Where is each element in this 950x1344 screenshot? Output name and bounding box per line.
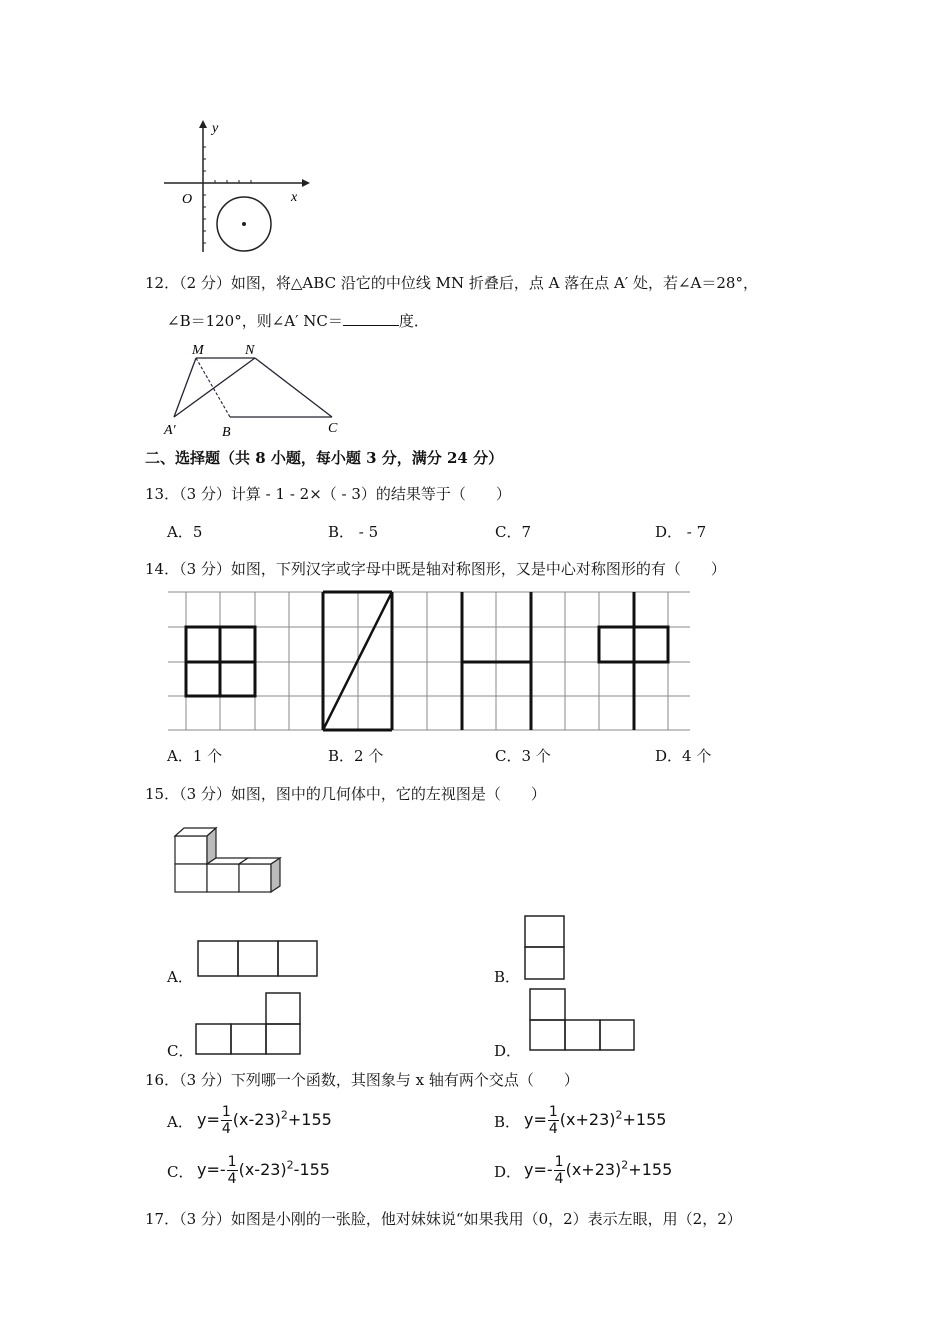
numerator: 1 <box>227 1154 237 1170</box>
formula-tail: +155 <box>628 1160 673 1179</box>
denominator: 4 <box>227 1171 237 1187</box>
q12-line2-pre: ∠B＝120°，则∠A′ NC＝ <box>167 312 343 330</box>
q12-stem-line2 <box>167 311 429 331</box>
q16-option-c-label[interactable]: C． <box>167 1163 194 1181</box>
fraction <box>548 1104 559 1137</box>
formula-body: (x+23) <box>565 1160 622 1179</box>
q14-stem: 14．（3 分）如图，下列汉字或字母中既是轴对称图形，又是中心对称图形的有（ ） <box>145 560 726 578</box>
q15-stem: 15．（3 分）如图，图中的几何体中，它的左视图是（ ） <box>145 785 546 803</box>
formula-tail: -155 <box>293 1160 330 1179</box>
denominator: 4 <box>221 1121 231 1137</box>
exponent: 2 <box>286 1158 294 1172</box>
formula-body: (x-23) <box>238 1160 287 1179</box>
q15-option-c-figure[interactable] <box>195 992 303 1056</box>
q15-option-b[interactable]: B． <box>494 968 521 986</box>
q16-option-b-formula[interactable] <box>524 1104 666 1137</box>
x-axis-label: x <box>291 190 298 205</box>
q14-option-c[interactable]: C．3 个 <box>495 747 551 765</box>
formula-lhs: y=- <box>524 1160 553 1179</box>
fraction <box>554 1154 565 1187</box>
formula-lhs: y= <box>524 1110 547 1129</box>
label-N: N <box>245 343 255 358</box>
q11-coordinate-figure <box>160 118 310 258</box>
q12-stem-line1: 12．（2 分）如图，将△ABC 沿它的中位线 MN 折叠后，点 A 落在点 A′ 处，若∠A＝28°， <box>145 274 758 292</box>
numerator: 1 <box>221 1104 231 1120</box>
q15-option-d[interactable]: D． <box>494 1042 522 1060</box>
q16-option-a-formula[interactable] <box>197 1104 332 1137</box>
label-C: C <box>328 421 338 436</box>
q15-option-c[interactable]: C． <box>167 1042 194 1060</box>
q15-option-d-figure[interactable] <box>529 988 637 1052</box>
exponent: 2 <box>280 1108 288 1122</box>
q16-option-a-label[interactable]: A． <box>167 1113 193 1131</box>
q13-option-b[interactable]: B． - 5 <box>328 523 379 541</box>
q12-answer-blank <box>343 311 399 326</box>
formula-body: (x+23) <box>559 1110 616 1129</box>
section-heading: 二、选择题（共 8 小题，每小题 3 分，满分 24 分） <box>145 449 504 467</box>
q16-option-d-label[interactable]: D． <box>494 1163 522 1181</box>
fraction <box>221 1104 232 1137</box>
q13-option-a[interactable]: A．5 <box>167 523 203 541</box>
exponent: 2 <box>615 1108 623 1122</box>
q12-line2-post: 度． <box>398 312 429 330</box>
label-A-prime: A′ <box>164 423 176 438</box>
formula-lhs: y= <box>197 1110 220 1129</box>
formula-tail: +155 <box>287 1110 332 1129</box>
origin-label: O <box>182 192 193 207</box>
q13-option-d[interactable]: D． - 7 <box>655 523 707 541</box>
q13-option-c[interactable]: C．7 <box>495 523 532 541</box>
q14-option-a[interactable]: A．1 个 <box>167 747 223 765</box>
q15-option-a-figure[interactable] <box>197 940 319 978</box>
fraction <box>227 1154 238 1187</box>
denominator: 4 <box>554 1171 564 1187</box>
q15-solid-figure <box>170 826 290 896</box>
numerator: 1 <box>554 1154 564 1170</box>
q15-option-b-figure[interactable] <box>524 915 566 981</box>
denominator: 4 <box>548 1121 558 1137</box>
q13-stem: 13．（3 分）计算 - 1 - 2×（ - 3）的结果等于（ ） <box>145 485 511 503</box>
q16-option-b-label[interactable]: B． <box>494 1113 521 1131</box>
label-M: M <box>192 343 204 358</box>
formula-body: (x-23) <box>232 1110 281 1129</box>
q16-stem: 16．（3 分）下列哪一个函数，其图象与 x 轴有两个交点（ ） <box>145 1071 579 1089</box>
q12-triangle-figure <box>160 338 350 438</box>
label-B: B <box>222 425 231 440</box>
numerator: 1 <box>548 1104 558 1120</box>
q17-stem: 17．（3 分）如图是小刚的一张脸，他对妹妹说“如果我用（0，2）表示左眼，用（2，2） <box>145 1210 742 1228</box>
exponent: 2 <box>621 1158 629 1172</box>
q16-option-d-formula[interactable] <box>524 1154 672 1187</box>
formula-lhs: y=- <box>197 1160 226 1179</box>
q15-option-a[interactable]: A． <box>167 968 193 986</box>
y-axis-label: y <box>212 121 219 136</box>
q14-grid-figure <box>168 590 690 732</box>
formula-tail: +155 <box>622 1110 667 1129</box>
q14-option-b[interactable]: B．2 个 <box>328 747 384 765</box>
q16-option-c-formula[interactable] <box>197 1154 330 1187</box>
q14-option-d[interactable]: D．4 个 <box>655 747 712 765</box>
